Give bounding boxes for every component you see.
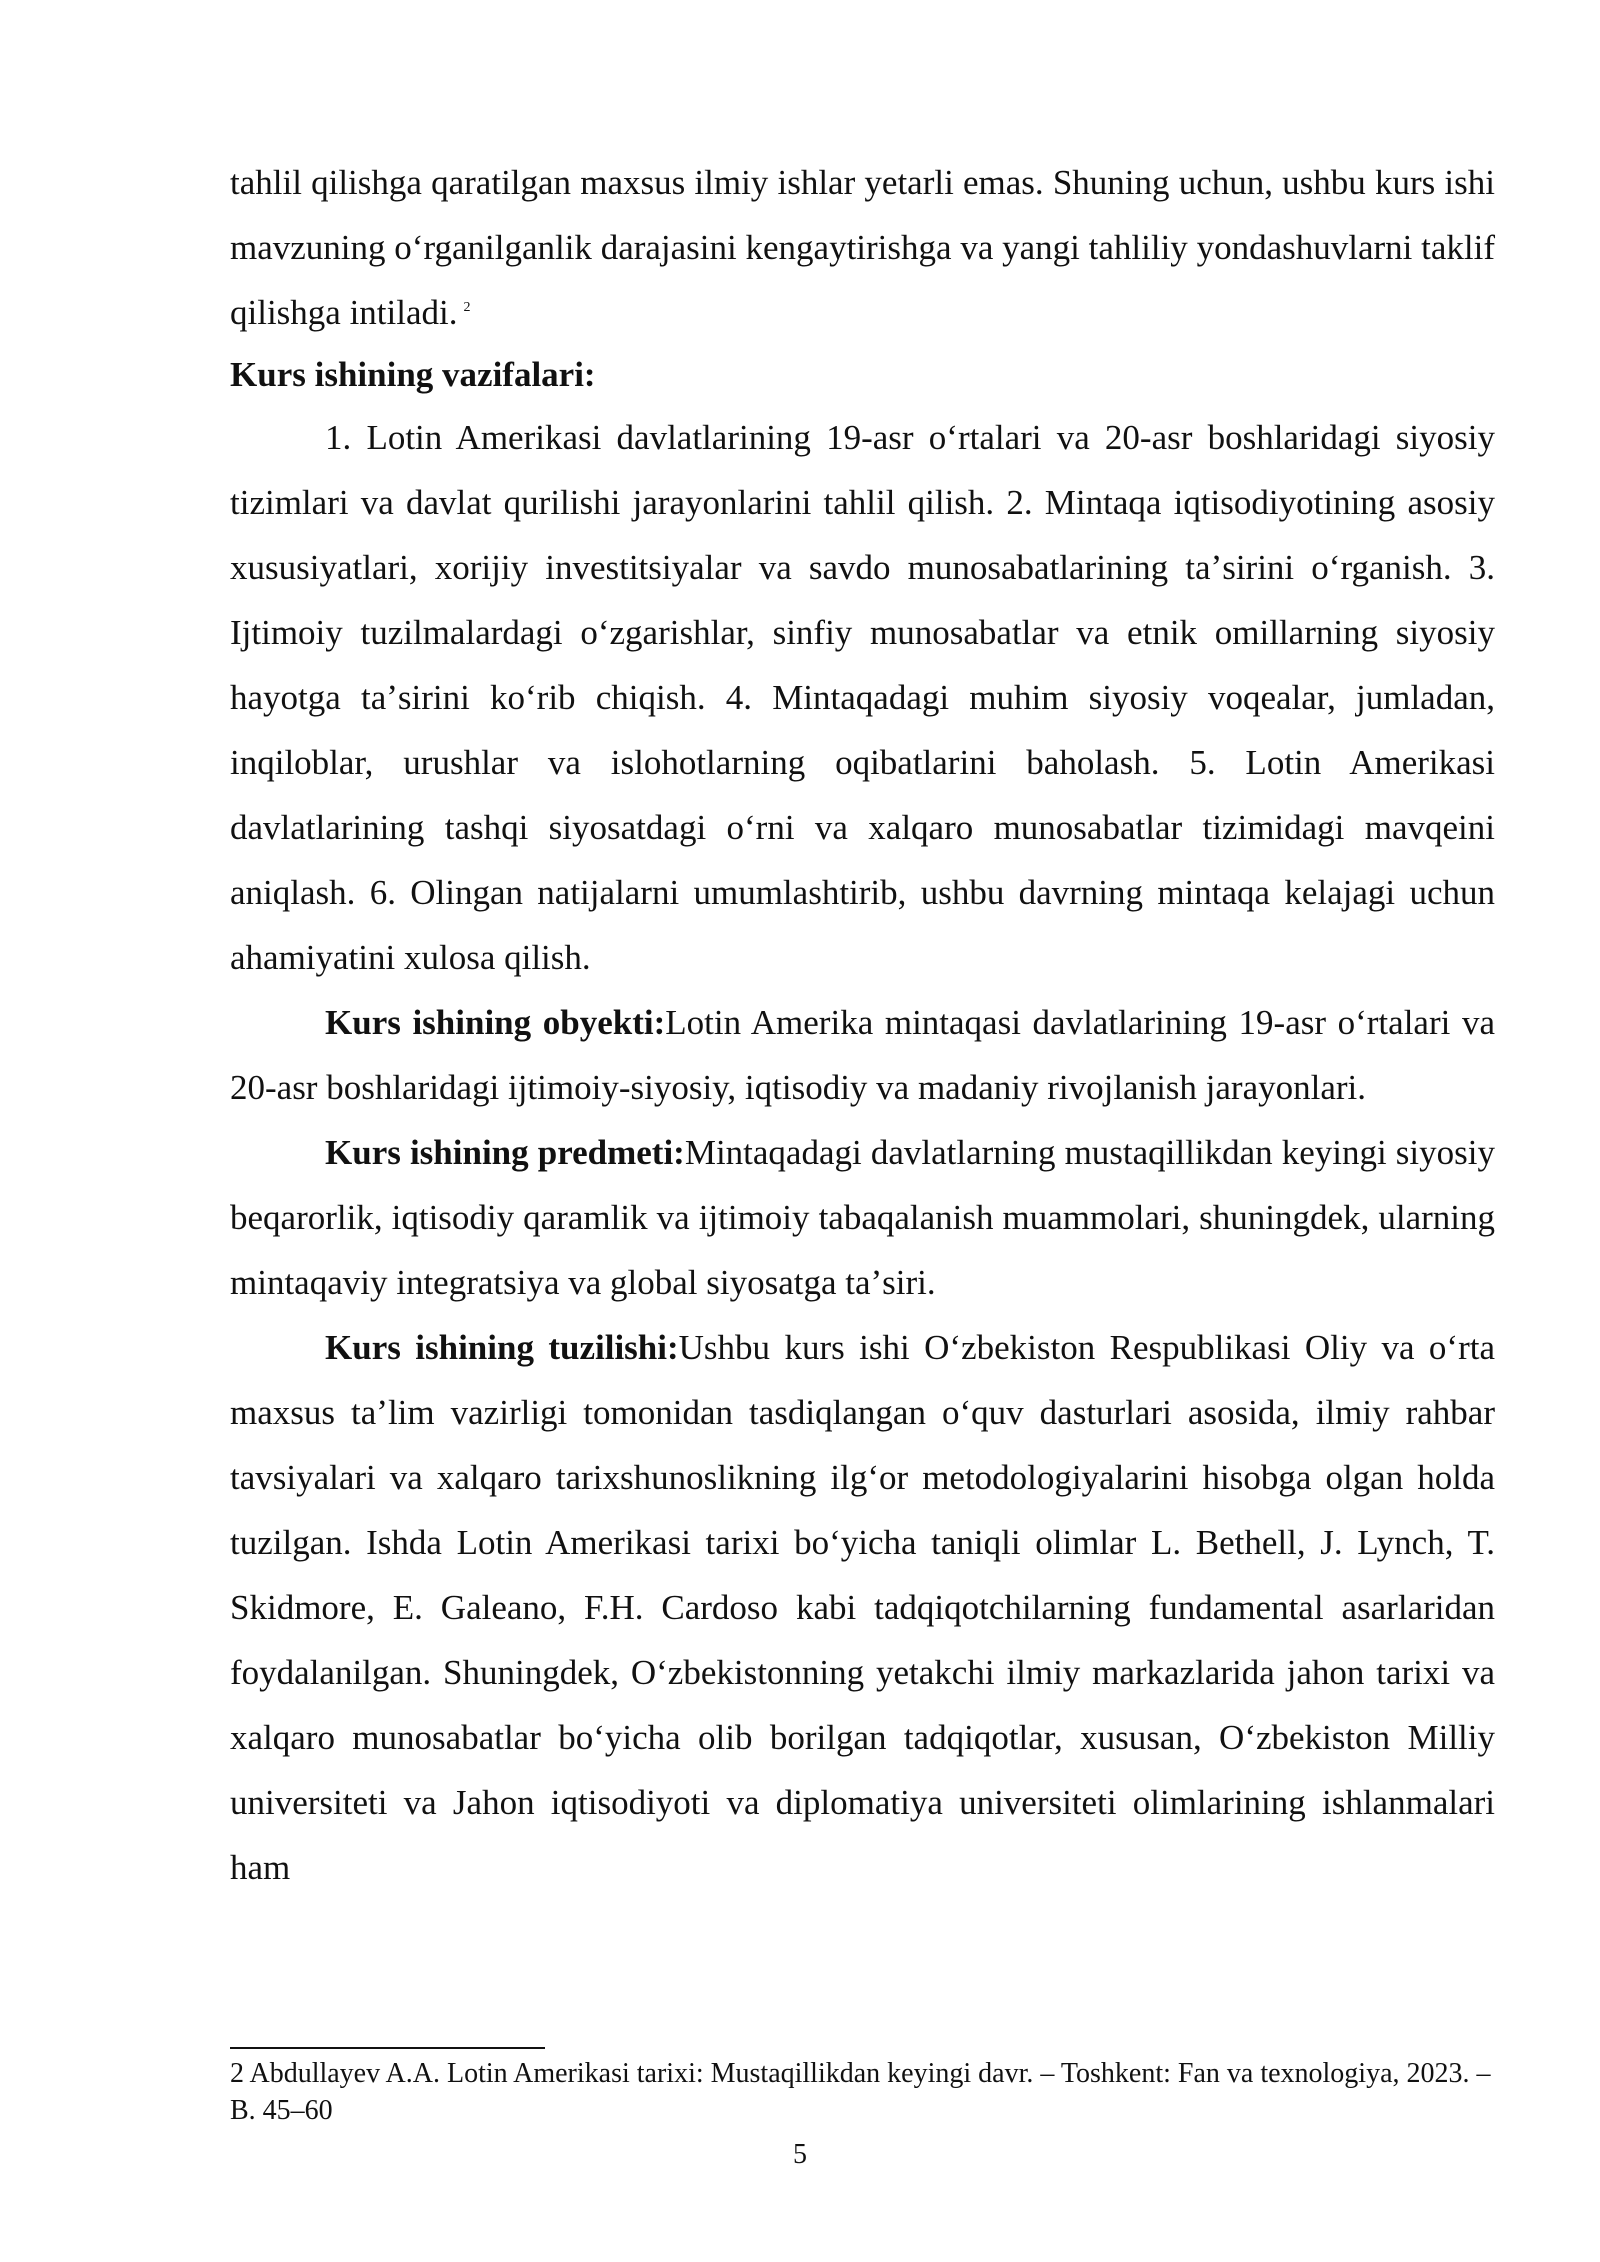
footnote-text: Abdullayev A.A. Lotin Amerikasi tarixi: Mustaqillikdan keyingi davr. – Toshkent: Fan va texnologiya, 2023. – B. 45–60: [230, 2058, 1491, 2126]
tasks-heading: Kurs ishining vazifalari:: [230, 355, 596, 394]
footnote-divider: [230, 2047, 545, 2049]
subject-paragraph: [230, 1120, 1495, 1315]
page-number: 5: [793, 2139, 807, 2170]
subject-text: Mintaqadagi davlatlarning mustaqillikdan keyingi siyosiy beqarorlik, iqtisodiy qaramlik va ijtimoiy tabaqalanish muammolari, shuningdek, ularning mintaqaviy integratsiya va global siyosatga taʼsiri.: [230, 1133, 1495, 1302]
subject-label: Kurs ishining predmeti:: [325, 1133, 685, 1172]
footnote-number: 2: [230, 2058, 244, 2089]
object-text: Lotin Amerika mintaqasi davlatlarining 19-asr oʻrtalari va 20-asr boshlaridagi ijtimoiy-siyosiy, iqtisodiy va madaniy rivojlanish jarayonlari.: [230, 1003, 1495, 1107]
footnote-reference: 2: [463, 300, 471, 316]
document-body: [230, 150, 1495, 1900]
tasks-paragraph: [230, 405, 1495, 990]
object-paragraph: [230, 990, 1495, 1120]
structure-text: Ushbu kurs ishi Oʻzbekiston Respublikasi Oliy va oʻrta maxsus taʼlim vazirligi tomonidan tasdiqlangan oʻquv dasturlari asosida, ilmiy rahbar tavsiyalari va xalqaro tarixshunoslikning ilgʻor metodologiyalarini hisobga olgan holda tuzilgan. Ishda Lotin Amerikasi tarixi boʻyicha taniqli olimlar L. Bethell, J. Lynch, T. Skidmore, E. Galeano, F.H. Cardoso kabi tadqiqotchilarning fundamental asarlaridan foydalanilgan. Shuningdek, Oʻzbekistonning yetakchi ilmiy markazlarida jahon tarixi va xalqaro munosabatlar boʻyicha olib borilgan tadqiqotlar, xususan, Oʻzbekiston Milliy universiteti va Jahon iqtisodiyoti va diplomatiya universiteti olimlarining ishlanmalari ham: [230, 1328, 1496, 1887]
structure-paragraph: [230, 1315, 1495, 1900]
footnote: [230, 2055, 1495, 2129]
tasks-text: 1. Lotin Amerikasi davlatlarining 19-asr oʻrtalari va 20-asr boshlaridagi siyosiy tizimlari va davlat qurilishi jarayonlarini tahlil qilish. 2. Mintaqa iqtisodiyotining asosiy xususiyatlari, xorijiy investitsiyalar va savdo munosabatlarining taʼsirini oʻrganish. 3. Ijtimoiy tuzilmalardagi oʻzgarishlar, sinfiy munosabatlar va etnik omillarning siyosiy hayotga taʼsirini koʻrib chiqish. 4. Mintaqadagi muhim siyosiy voqealar, jumladan, inqiloblar, urushlar va islohotlarning oqibatlarini baholash. 5. Lotin Amerikasi davlatlarining tashqi siyosatdagi oʻrni va xalqaro munosabatlar tizimidagi mavqeini aniqlash. 6. Olingan natijalarni umumlashtirib, ushbu davrning mintaqa kelajagi uchun ahamiyatini xulosa qilish.: [230, 418, 1495, 977]
intro-text: tahlil qilishga qaratilgan maxsus ilmiy ishlar yetarli emas. Shuning uchun, ushbu kurs ishi mavzuning oʻrganilganlik darajasini kengaytirishga va yangi tahliliy yondashuvlarni taklif qilishga intiladi.: [230, 163, 1495, 332]
structure-label: Kurs ishining tuzilishi:: [325, 1328, 679, 1367]
intro-paragraph: [230, 150, 1495, 345]
object-label: Kurs ishining obyekti:: [325, 1003, 666, 1042]
